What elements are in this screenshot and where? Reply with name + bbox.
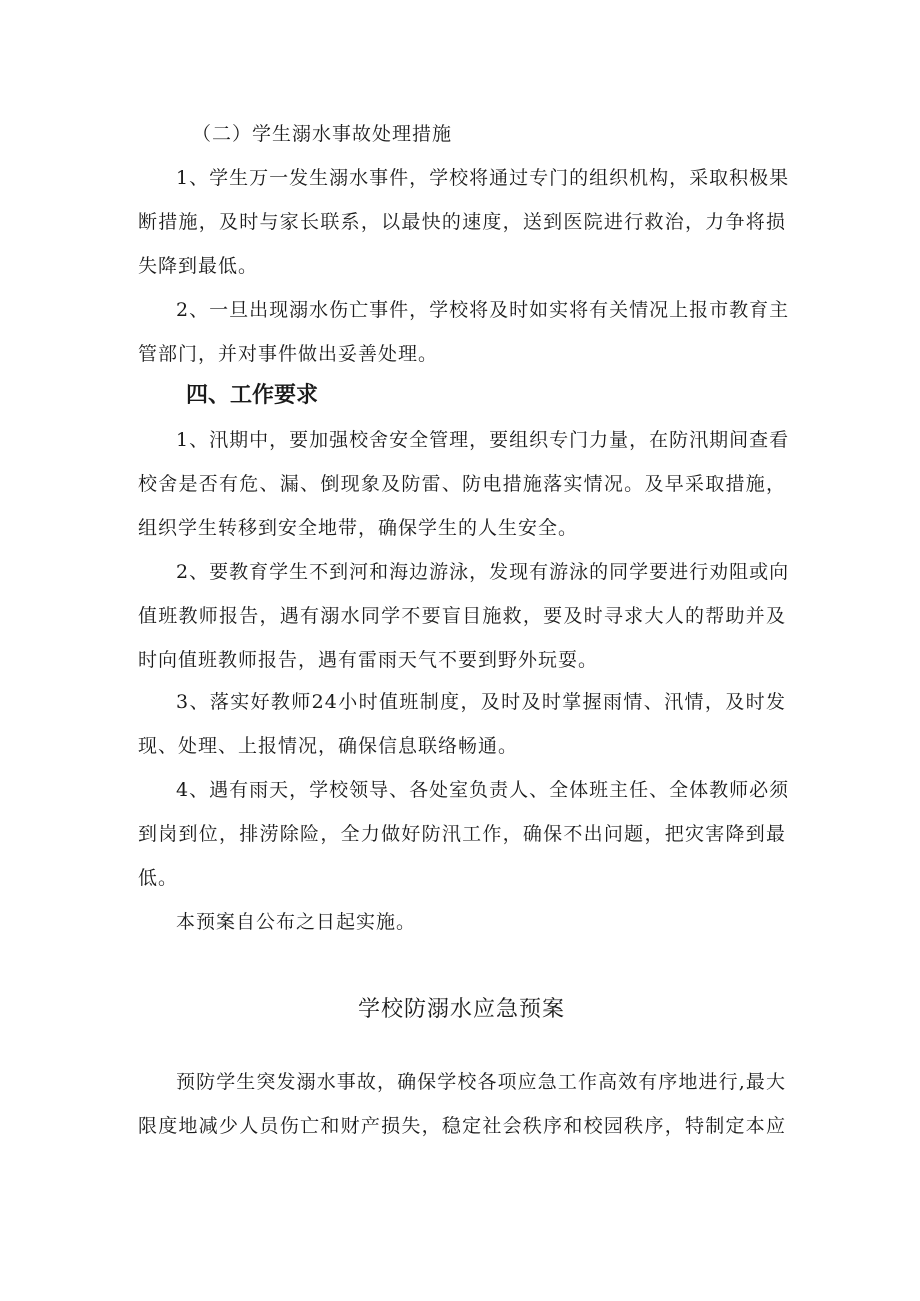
requirement-4-line-1: 4、遇有雨天，学校领导、各处室负责人、全体班主任、全体教师必须 (176, 779, 790, 801)
intro-line-1: 预防学生突发溺水事故，确保学校各项应急工作高效有序地进行,最大 (176, 1071, 786, 1093)
requirement-2-line-2: 值班教师报告，遇有溺水同学不要盲目施救，要及时寻求大人的帮助并及 (138, 605, 786, 627)
requirement-1-line-2: 校舍是否有危、漏、倒现象及防雷、防电措施落实情况。及早采取措施， (138, 473, 786, 495)
requirement-2-line-1: 2、要教育学生不到河和海边游泳，发现有游泳的同学要进行劝阻或向 (176, 561, 790, 583)
measure-2-line-2: 管部门，并对事件做出妥善处理。 (138, 343, 439, 365)
requirement-1-line-1: 1、汛期中，要加强校舍安全管理，要组织专门力量，在防汛期间查看 (176, 429, 790, 451)
requirement-3-line-1: 3、落实好教师24小时值班制度，及时及时掌握雨情、汛情，及时发 (176, 691, 786, 713)
section-heading-work-requirements: 四、工作要求 (186, 383, 319, 408)
measure-1-line-2: 断措施，及时与家长联系，以最快的速度，送到医院进行救治，力争将损 (138, 211, 786, 233)
measure-1-line-1: 1、学生万一发生溺水事件，学校将通过专门的组织机构，采取积极果 (176, 167, 790, 189)
requirement-2-line-3: 时向值班教师报告，遇有雷雨天气不要到野外玩耍。 (138, 649, 599, 671)
requirement-1-line-3: 组织学生转移到安全地带，确保学生的人生安全。 (138, 517, 579, 539)
requirement-4-line-2: 到岗到位，排涝除险，全力做好防汛工作，确保不出问题，把灾害降到最 (138, 823, 786, 845)
requirement-4-line-3: 低。 (138, 867, 179, 889)
measure-2-line-1: 2、一旦出现溺水伤亡事件，学校将及时如实将有关情况上报市教育主 (176, 299, 790, 321)
intro-line-2: 限度地减少人员伤亡和财产损失，稳定社会秩序和校园秩序，特制定本应 (138, 1115, 786, 1137)
document-title: 学校防溺水应急预案 (358, 997, 566, 1022)
subheading-accident-handling: （二）学生溺水事故处理措施 (192, 123, 453, 145)
requirement-3-line-2: 现、处理、上报情况，确保信息联络畅通。 (138, 735, 519, 757)
measure-1-line-3: 失降到最低。 (138, 255, 259, 277)
closing-statement: 本预案自公布之日起实施。 (176, 911, 417, 933)
